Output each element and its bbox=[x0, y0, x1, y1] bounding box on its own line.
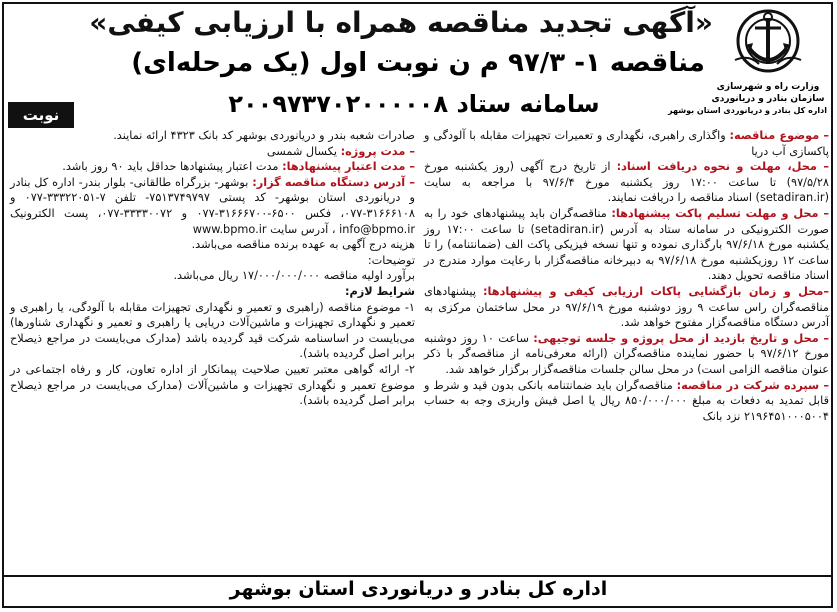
paragraph-text: هزینه درج آگهی به عهده برنده مناقصه می‌باشد. bbox=[191, 238, 415, 252]
paragraph-requirement-1 bbox=[10, 300, 415, 362]
paragraph-estimate bbox=[10, 268, 415, 284]
tender-number: مناقصه ۱- ۹۷/۳ م ن نوبت اول (یک مرحله‌ای) bbox=[131, 48, 705, 78]
paragraph-label: –محل و زمان بازگشایی پاکات ارزیابی کیفی و پیشنهادها: bbox=[483, 284, 829, 298]
paragraph-text: پیشنهادهای مناقصه‌گران راس ساعت ۹ روز دوشنبه مورخ ۹۷/۶/۱۹ در محل ساختمان مرکزی به آدرس دستگاه مناقصه‌گزار مفتوح خواهد شد. bbox=[424, 284, 829, 330]
ad-title: «آگهی تجدید مناقصه همراه با ارزیابی کیفی» bbox=[89, 6, 713, 39]
paragraph-label: – موضوع مناقصه: bbox=[729, 129, 829, 142]
footer-issuer: اداره کل بنادر و دریانوردی استان بوشهر bbox=[229, 578, 608, 600]
ports-organization-logo bbox=[667, 8, 827, 126]
paragraph-deposit bbox=[424, 378, 829, 425]
right-column bbox=[424, 128, 829, 424]
logo-line-organization: سازمان بنادر و دریانوردی bbox=[711, 94, 825, 104]
paragraph-documents bbox=[424, 159, 829, 206]
left-column bbox=[10, 128, 415, 409]
paragraph-label: شرایط لازم: bbox=[345, 284, 415, 298]
paragraph-text: بوشهر- بزرگراه طالقانی- بلوار بندر- اداره کل بنادر و دریانوردی استان بوشهر- کد پستی ۷۵۱۳۷۴۹۷۹۷- تلفن ۷-۳۳۳۲۲۰۵۱-۰۷۷ و ۳۱۶۶۶۱۰۸-۰۷۷، فکس ۶۵۰۰-۳۱۶۶۶۷۰۰-۰۷۷ و ۳۳۳۳۰۰۷۲-۰۷۷، پست الکترونیک info@bpmo.ir ، آدرس سایت www.bpmo.ir bbox=[10, 175, 416, 236]
round-badge: نوبت اول bbox=[8, 102, 74, 128]
paragraph-address bbox=[10, 175, 415, 237]
paragraph-text: مناقصه‌گران باید ضمانتنامه بانکی بدون قید و شرط و قابل تمدید به دفعات به مبلغ ۸۵۰/۰۰۰/۰۰۰ ریال یا اصل فیش واریزی وجه به حساب ۲۱۹۶۴۵۱۰۰۰۵۰۰۴ نزد بانک bbox=[424, 378, 829, 423]
logo-line-office: اداره کل بنادر و دریانوردی استان بوشهر bbox=[667, 106, 827, 115]
paragraph-text: ساعت ۱۰ روز دوشنبه مورخ ۹۷/۶/۱۲ با حضور نماینده مناقصه‌گران (ارائه معرفی‌نامه از مناقصه‌گر با ذکر عنوان مناقصه الزامی است) در محل سالن جلسات مناقصه‌گزار برگزار خواهد شد. bbox=[424, 331, 829, 376]
setad-number: سامانه ستاد ۲۰۰۹۷۳۷۰۲۰۰۰۰۰۸ bbox=[228, 90, 600, 118]
paragraph-notes bbox=[10, 253, 415, 269]
paragraph-label: – محل، مهلت و نحوه دریافت اسناد: bbox=[616, 160, 830, 174]
paragraph-label: – محل و مهلت تسلیم پاکت پیشنهادها: bbox=[611, 206, 829, 220]
paragraph-submission bbox=[424, 206, 829, 284]
paragraph-bank bbox=[10, 128, 415, 144]
paragraph-text: از تاریخ درج آگهی (روز یکشنبه مورخ ۹۷/۵/۲۸) تا ساعت ۱۷:۰۰ روز یکشنبه مورخ ۹۷/۶/۴ با مراجعه به سایت (setadiran.ir) اسناد مناقصه را دریافت نمایند. bbox=[424, 160, 829, 205]
paragraph-label: – مدت پروژه: bbox=[340, 144, 415, 158]
paragraph-opening bbox=[424, 284, 829, 331]
paragraph-validity bbox=[10, 159, 415, 175]
paragraph-ad-cost bbox=[10, 237, 415, 253]
paragraph-text: مناقصه‌گران باید پیشنهادهای خود را به صورت الکترونیکی در سامانه ستاد به آدرس (setadiran.ir) تا ساعت ۱۷:۰۰ روز یکشنبه مورخ ۹۷/۶/۱۸ بارگذاری نموده و تنها نسخه فیزیکی پاکت الف (ضمانتنامه) را تا ساعت ۱۲ روزیکشنبه مورخ ۹۷/۶/۱۸ به دبیرخانه مناقصه‌گزار با رعایت موارد مندرج در اسناد مناقصه تحویل دهند. bbox=[424, 206, 829, 283]
paragraph-site-visit bbox=[424, 331, 829, 378]
paragraph-text: برآورد اولیه مناقصه ۱۷/۰۰۰/۰۰۰/۰۰۰ ریال می‌باشد. bbox=[173, 269, 415, 283]
paragraph-text: یکسال شمسی bbox=[266, 144, 341, 158]
paragraph-label: – محل و تاریخ بازدید از محل پروژه و جلسه توجیهی: bbox=[533, 331, 829, 345]
paragraph-subject bbox=[424, 128, 829, 159]
paragraph-label: – آدرس دستگاه مناقصه گزار: bbox=[252, 175, 415, 189]
paragraph-label: – مدت اعتبار پیشنهادها: bbox=[282, 160, 415, 174]
paragraph-requirement-2 bbox=[10, 362, 415, 409]
paragraph-duration bbox=[10, 144, 415, 160]
logo-line-ministry: وزارت راه و شهرسازی bbox=[716, 82, 820, 92]
paragraph-text: ۲- ارائه گواهی معتبر تعیین صلاحیت پیمانکار از اداره تعاون، کار و رفاه اجتماعی در موضوع تعمیر و نگهداری تجهیزات و ماشین‌آلات (مدارک می‌بایست در مراجع ذیصلاح برابر اصل گردیده باشد). bbox=[10, 362, 415, 408]
anchor-icon bbox=[729, 8, 807, 78]
paragraph-label: – سپرده شرکت در مناقصه: bbox=[676, 378, 829, 392]
paragraph-text: مدت اعتبار پیشنهادها حداقل باید ۹۰ روز باشد. bbox=[62, 160, 283, 174]
paragraph-requirements-heading bbox=[10, 284, 415, 300]
paragraph-text: توضیحات: bbox=[367, 253, 415, 267]
paragraph-text: ۱- موضوع مناقصه (راهبری و تعمیر و نگهداری تجهیزات مقابله با آلودگی، یا راهبری و تعمیر و نگهداری تجهیزات و ماشین‌آلات دریایی یا راهبری و تعمیر و نگهداری شناورها) می‌بایست در اساسنامه شرکت قید گردیده باشد (مدارک می‌بایست در مراجع ذیصلاح برابر اصل گردیده باشد). bbox=[10, 300, 415, 361]
paragraph-text: صادرات شعبه بندر و دریانوردی بوشهر کد بانک ۴۳۲۳ ارائه نمایند. bbox=[113, 129, 415, 142]
footer-divider bbox=[4, 575, 833, 577]
paragraph-text: واگذاری راهبری، نگهداری و تعمیرات تجهیزات مقابله با آلودگی و پاکسازی آب دریا bbox=[424, 129, 829, 158]
